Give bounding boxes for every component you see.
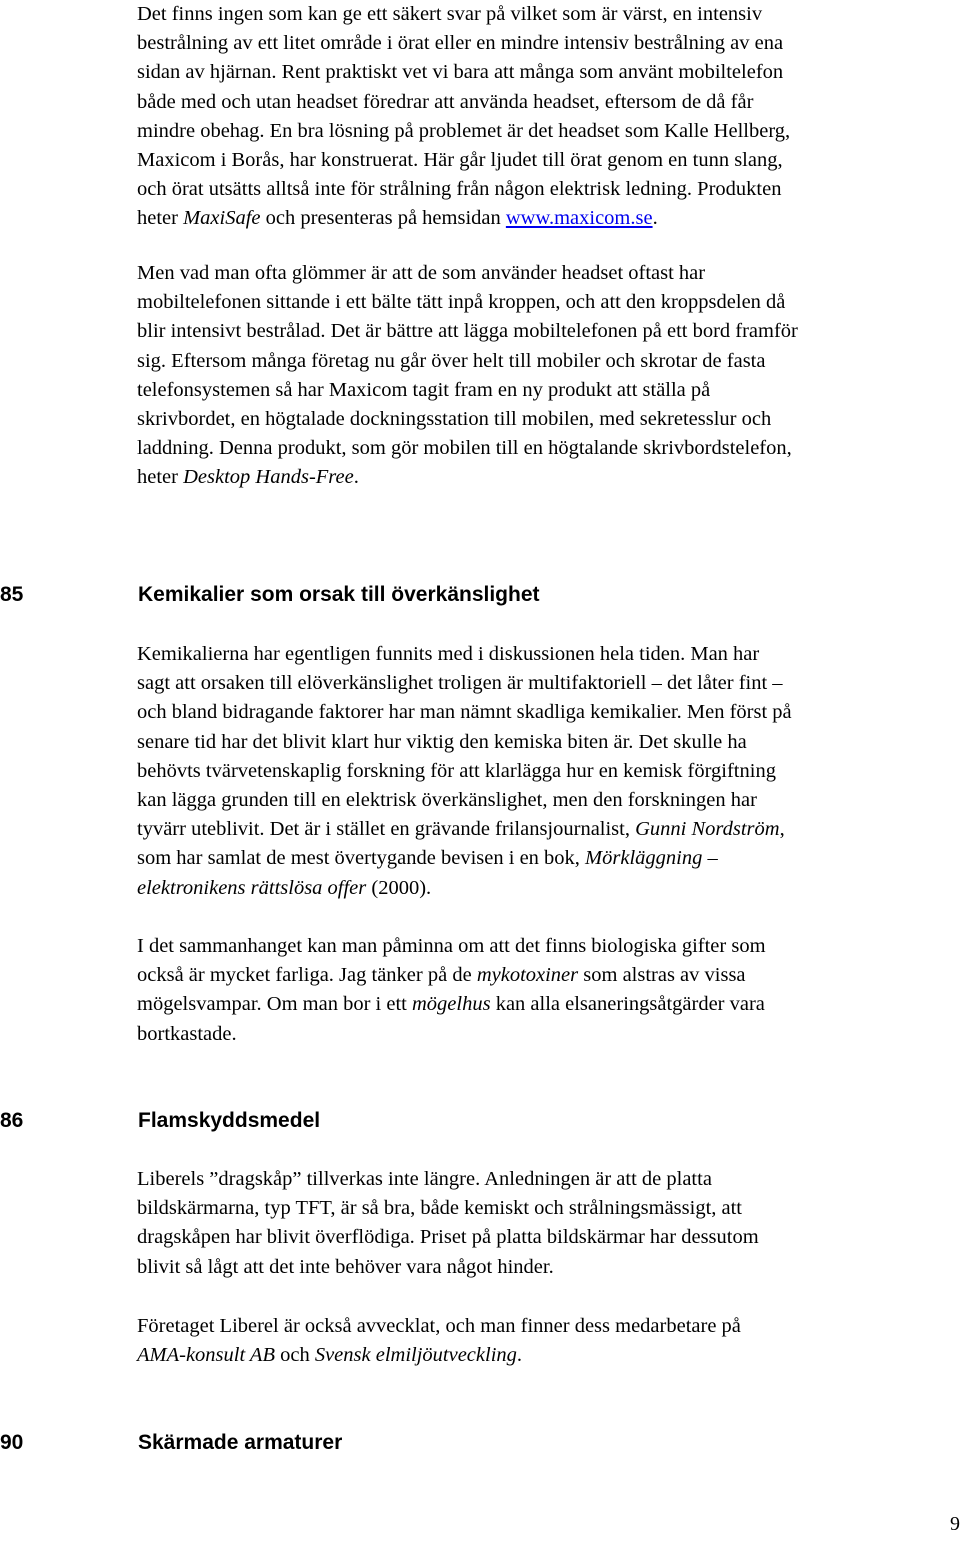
text-line [137, 757, 955, 786]
text-run: behövts tvärvetenskaplig forskning för att klarlägga hur en kemisk förgiftning [137, 759, 776, 782]
text-run: kan alla elsaneringsåtgärder vara [490, 993, 765, 1016]
text-run: Maxicom i Borås, har konstruerat. Här går ljudet till örat genom en tunn slang, [137, 149, 783, 172]
text-run: mobiltelefonen sittande i ett bälte tätt inpå kroppen, och att den kroppsdelen då [137, 291, 786, 314]
section-title: Skärmade armaturer [138, 1431, 343, 1454]
paragraph [137, 640, 955, 903]
text-line [137, 259, 955, 288]
text-line [137, 288, 955, 317]
text-line [137, 58, 955, 87]
text-line [137, 640, 955, 669]
text-run: . [652, 207, 658, 230]
text-line [137, 1194, 955, 1223]
text-line [137, 376, 955, 405]
text-line [137, 204, 955, 233]
text-line [137, 146, 955, 175]
text-run: skrivbordet, en högtalade dockningsstation till mobilen, med sekretesslur och [137, 408, 772, 431]
text-line [137, 117, 955, 146]
text-line [137, 844, 955, 873]
text-run: mindre obehag. En bra lösning på problemet är det headset som Kalle Hellberg, [137, 119, 791, 142]
italic-text: Gunni Nordström [635, 818, 780, 841]
text-line [137, 0, 955, 29]
text-run: bestrålning av ett litet område i örat eller en mindre intensiv bestrålning av ena [137, 32, 784, 55]
text-run: sig. Eftersom många företag nu går över helt till mobiler och skrotar de fasta [137, 349, 766, 372]
text-run: . [516, 1344, 523, 1367]
text-run: , [779, 818, 785, 841]
text-run: mögelsvampar. Om man bor i ett [137, 993, 412, 1016]
text-line [137, 728, 955, 757]
text-run: sagt att orsaken till elöverkänslighet troligen är multifaktoriell – det låter fint – [137, 672, 783, 695]
text-run: I det sammanhanget kan man påminna om att det finns biologiska gifter som [137, 935, 766, 957]
text-run: som alstras av vissa [578, 964, 746, 987]
paragraph [137, 0, 955, 234]
text-line [137, 1312, 955, 1341]
text-run: blir intensivt bestrålad. Det är bättre att lägga mobiltelefonen på ett bord framför [137, 320, 798, 343]
text-run: heter [137, 466, 184, 489]
section-number: 90 [0, 1431, 24, 1454]
text-run: och [274, 1344, 315, 1367]
page-number: 9 [950, 1513, 960, 1535]
italic-text: Svensk elmiljöutveckling [314, 1344, 517, 1367]
text-line [137, 175, 955, 204]
text-line [137, 874, 955, 903]
text-line [137, 1165, 955, 1194]
text-run: både med och utan headset föredrar att använda headset, eftersom de då får [137, 90, 754, 113]
text-run: Det finns ingen som kan ge ett säkert svar på vilket som är värst, en intensiv [137, 3, 763, 25]
text-line [137, 698, 955, 727]
italic-text: elektronikens rättslösa offer [137, 876, 367, 899]
text-line [137, 347, 955, 376]
text-line [137, 1253, 955, 1282]
text-line [137, 317, 955, 346]
text-run: blivit så lågt att det inte behöver vara något hinder. [137, 1255, 554, 1278]
text-line [137, 961, 955, 990]
text-run: som har samlat de mest övertygande bevisen i en bok, [137, 847, 586, 870]
section-number: 85 [0, 583, 24, 606]
text-line [137, 932, 955, 961]
text-run: och bland bidragande faktorer har man nämnt skadliga kemikalier. Men först på [137, 701, 792, 724]
text-line [137, 786, 955, 815]
text-line [137, 29, 955, 58]
text-run: . [353, 466, 359, 489]
text-line [137, 1341, 955, 1370]
text-line [137, 669, 955, 698]
text-line [137, 434, 955, 463]
text-line [137, 88, 955, 117]
italic-text: Mörkläggning – [585, 847, 718, 870]
paragraph [137, 1312, 955, 1370]
text-run: senare tid har det blivit klart hur viktig den kemiska biten är. Det skulle ha [137, 730, 747, 753]
italic-text: MaxiSafe [183, 207, 261, 230]
text-run: och presenteras på hemsidan [260, 207, 506, 230]
text-line [137, 1020, 955, 1049]
text-line [137, 1223, 955, 1252]
text-run: tyvärr uteblivit. Det är i stället en grävande frilansjournalist, [137, 818, 636, 841]
paragraph [137, 259, 955, 493]
italic-text: mögelhus [412, 993, 491, 1016]
text-run: kan lägga grunden till en elektrisk överkänslighet, men den forskningen har [137, 789, 757, 812]
text-run: telefonsystemen så har Maxicom tagit fram en ny produkt att ställa på [137, 378, 711, 401]
section-title: Flamskyddsmedel [138, 1109, 321, 1132]
section-number: 86 [0, 1109, 24, 1132]
italic-text: AMA-konsult AB [137, 1344, 275, 1367]
text-run: laddning. Denna produkt, som gör mobilen till en högtalande skrivbordstelefon, [137, 437, 792, 460]
paragraph [137, 1165, 955, 1282]
text-line [137, 815, 955, 844]
text-run: Liberels ”dragskåp” tillverkas inte längre. Anledningen är att de platta [137, 1168, 712, 1190]
paragraph [137, 932, 955, 1049]
text-line [137, 405, 955, 434]
italic-text: Desktop Hands-Free [183, 466, 354, 489]
section-title: Kemikalier som orsak till överkänslighet [138, 583, 540, 606]
text-run: dragskåpen har blivit överflödiga. Priset på platta bildskärmar har dessutom [137, 1226, 759, 1249]
text-run: Företaget Liberel är också avvecklat, och man finner dess medarbetare på [137, 1315, 741, 1337]
text-run: Men vad man ofta glömmer är att de som använder headset oftast har [137, 262, 706, 284]
text-run: heter [137, 207, 184, 230]
italic-text: mykotoxiner [476, 964, 579, 987]
text-run: Kemikalierna har egentligen funnits med i diskussionen hela tiden. Man har [137, 643, 760, 665]
text-run: och örat utsätts alltså inte för strålning från någon elektrisk ledning. Produkten [137, 178, 782, 201]
text-run: också är mycket farliga. Jag tänker på de [137, 964, 477, 987]
text-run: (2000). [366, 876, 432, 899]
text-run: bildskärmarna, typ TFT, är så bra, både kemiskt och strålningsmässigt, att [137, 1197, 743, 1220]
text-line [137, 990, 955, 1019]
text-line [137, 463, 955, 492]
text-run: bortkastade. [137, 1022, 237, 1045]
text-run: sidan av hjärnan. Rent praktiskt vet vi bara att många som använt mobiltelefon [137, 61, 784, 84]
website-link[interactable]: www.maxicom.se [505, 207, 653, 230]
